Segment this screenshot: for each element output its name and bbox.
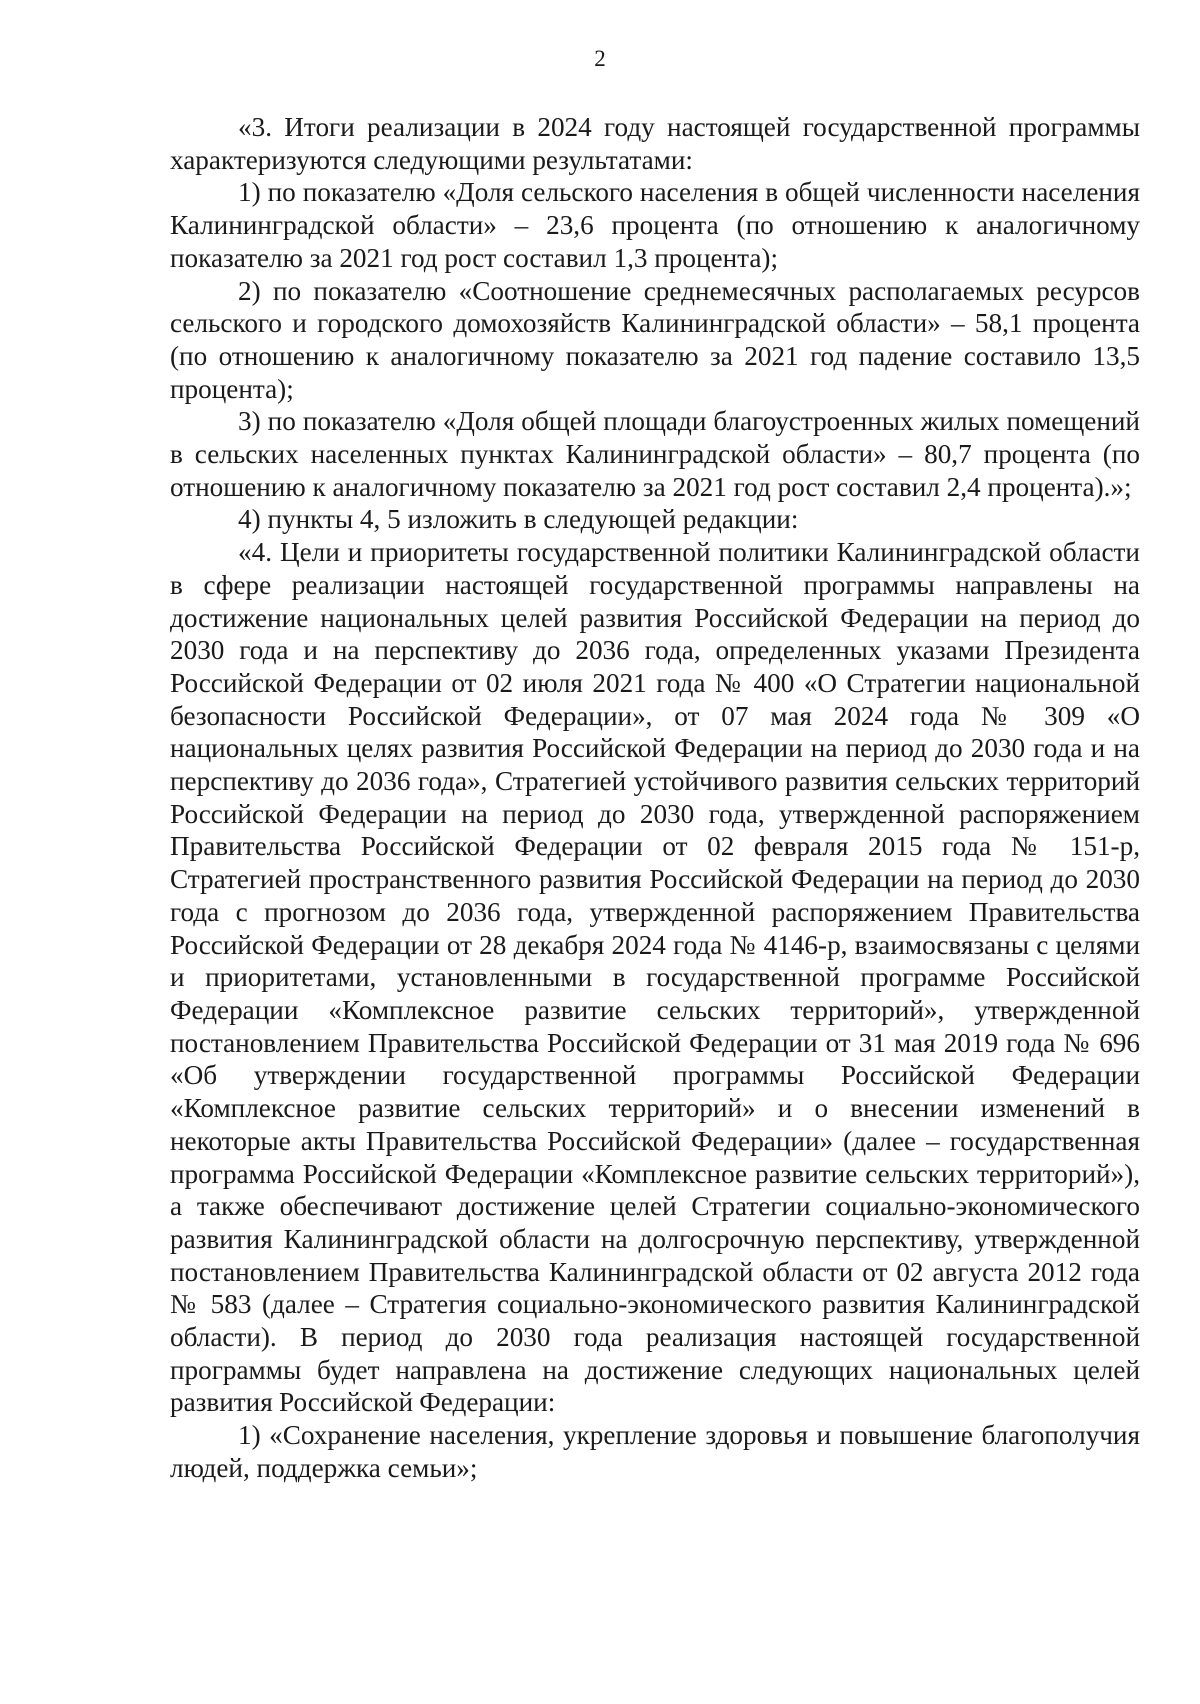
document-body [170, 111, 1140, 1485]
page-number: 2 [594, 46, 606, 71]
paragraph-national-goal-1: 1) «Сохранение населения, укрепление здоровья и повышение благополучия людей, поддержка семьи»; [170, 1420, 1140, 1483]
paragraph-indicator-1: 1) по показателю «Доля сельского населения в общей численности населения Калининградской области» – 23,6 процента (по отношению к аналогичному показателю за 2021 год рост составил 1,3 процента); [170, 177, 1140, 273]
paragraph-amendment-points: 4) пункты 4, 5 изложить в следующей редакции: [238, 504, 799, 535]
paragraph-indicator-2: 2) по показателю «Соотношение среднемесячных располагаемых ресурсов сельского и городского домохозяйств Калининградской области» – 58,1 процента (по отношению к аналогичному показателю за 2021 год падение составило 13,5 процента); [170, 275, 1140, 404]
paragraph-goals-priorities: «4. Цели и приоритеты государственной политики Калининградской области в сфере реализации настоящей государственной программы направлены на достижение национальных целей развития Российской Федерации на период до 2030 года и на перспективу до 2036 года, определенных указами Президента Российской Федерации от 02 июля 2021 года № 400 «О Стратегии национальной безопасности Российской Федерации», от 07 мая 2024 года № 309 «О национальных целях развития Российской Федерации на период до 2030 года и на перспективу до 2036 года», Стратегией устойчивого развития сельских территорий Российской Федерации на период до 2030 года, утвержденной распоряжением Правительства Российской Федерации от 02 февраля 2015 года № 151-р, Стратегией пространственного развития Российской Федерации на период до 2030 года с прогнозом до 2036 года, утвержденной распоряжением Правительства Российской Федерации от 28 декабря 2024 года № 4146-р, взаимосвязаны с целями и приоритетами, установленными в государственной программе Российской Федерации «Комплексное развитие сельских территорий», утвержденной постановлением Правительства Российской Федерации от 31 мая 2019 года № 696 «Об утверждении государственной программы Российской Федерации «Комплексное развитие сельских территорий» и о внесении изменений в некоторые акты Правительства Российской Федерации» (далее – государственная программа Российской Федерации «Комплексное развитие сельских территорий»), а также обеспечивают достижение целей Стратегии социально-экономического развития Калининградской области на долгосрочную перспективу, утвержденной постановлением Правительства Калининградской области от 02 августа 2012 года № 583 (далее – Стратегия социально-экономического развития Калининградской области). В период до 2030 года реализация настоящей государственной программы будет направлена на достижение следующих национальных целей развития Российской Федерации: [170, 537, 1140, 1418]
paragraph-results-intro: «3. Итоги реализации в 2024 году настоящей государственной программы характеризуются следующими результатами: [170, 112, 1140, 175]
paragraph-indicator-3: 3) по показателю «Доля общей площади благоустроенных жилых помещений в сельских населенных пунктах Калининградской области» – 80,7 процента (по отношению к аналогичному показателю за 2021 год рост составил 2,4 процента).»; [170, 406, 1140, 502]
